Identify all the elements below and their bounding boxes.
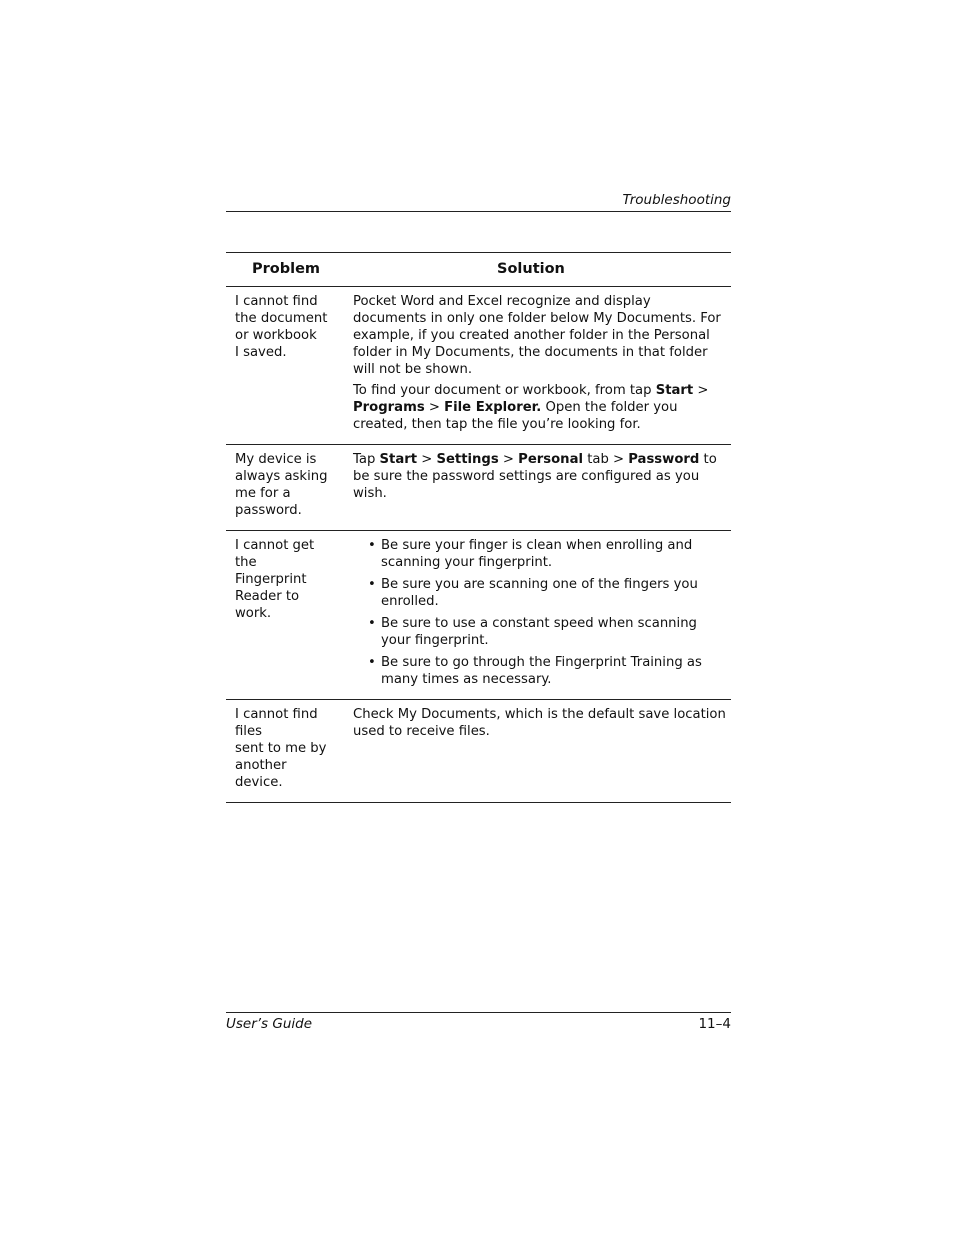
- solution-text: >: [424, 400, 445, 415]
- problem-text-line: sent to me by: [235, 741, 327, 756]
- running-header: [226, 190, 731, 212]
- page-number: 11–4: [698, 1016, 731, 1032]
- ui-term: Start: [655, 383, 694, 398]
- problem-text-line: another device.: [235, 758, 287, 790]
- solution-text: Tap: [353, 452, 380, 467]
- list-item: [353, 615, 727, 649]
- bullet-icon: •: [368, 577, 376, 592]
- bullet-icon: •: [368, 616, 376, 631]
- ui-term: Password: [628, 452, 700, 467]
- column-header-solution: Solution: [344, 253, 731, 287]
- solution-cell: [344, 531, 731, 700]
- problem-text-line: always asking: [235, 469, 328, 484]
- list-item: [353, 654, 727, 688]
- solution-text: >: [417, 452, 437, 467]
- problem-text-line: the document: [235, 311, 328, 326]
- solution-text: To find your document or workbook, from tap: [353, 383, 656, 398]
- problem-text-line: or workbook: [235, 328, 317, 343]
- bullet-text: Be sure you are scanning one of the fingers you enrolled.: [381, 577, 698, 609]
- solution-cell: [344, 445, 731, 531]
- ui-term: Personal: [518, 452, 583, 467]
- problem-text-line: I cannot find: [235, 294, 318, 309]
- ui-term: Programs: [353, 400, 425, 415]
- table-body: [226, 287, 731, 803]
- table-header-row: [226, 253, 731, 287]
- solution-paragraph: [353, 382, 727, 433]
- solution-text: to be sure the password settings are configured as you wish.: [353, 452, 717, 501]
- solution-bullet-list: [353, 537, 727, 688]
- solution-paragraph: [353, 293, 727, 378]
- problem-text-line: Reader to work.: [235, 589, 300, 621]
- problem-text-line: I cannot get the: [235, 538, 315, 570]
- problem-text-line: Fingerprint: [235, 572, 307, 587]
- table-row: [226, 445, 731, 531]
- ui-term: Settings: [436, 452, 499, 467]
- document-title: User’s Guide: [226, 1016, 313, 1032]
- bullet-text: Be sure to use a constant speed when scanning your fingerprint.: [381, 616, 697, 648]
- running-footer: [226, 1012, 731, 1034]
- problem-cell: [226, 531, 344, 700]
- solution-text: >: [693, 383, 709, 398]
- problem-cell: [226, 700, 344, 803]
- bullet-text: Be sure to go through the Fingerprint Training as many times as necessary.: [381, 655, 702, 687]
- bullet-icon: •: [368, 655, 376, 670]
- solution-paragraph: [353, 451, 727, 502]
- problem-text-line: me for a: [235, 486, 291, 501]
- list-item: [353, 576, 727, 610]
- ui-term: File Explorer.: [444, 400, 542, 415]
- bullet-icon: •: [368, 538, 376, 553]
- table-row: [226, 531, 731, 700]
- solution-text: Pocket Word and Excel recognize and display documents in only one folder below My Documents. For example, if you created another folder in the Personal folder in My Documents, the documents in that folder will not be shown.: [353, 294, 721, 377]
- problem-text-line: password.: [235, 503, 302, 518]
- solution-text: >: [498, 452, 519, 467]
- solution-cell: [344, 287, 731, 445]
- section-title: Troubleshooting: [622, 192, 731, 208]
- troubleshooting-table: [226, 252, 731, 803]
- ui-term: Start: [379, 452, 418, 467]
- table-row: [226, 700, 731, 803]
- solution-paragraph: [353, 706, 727, 740]
- bullet-text: Be sure your finger is clean when enrolling and scanning your fingerprint.: [381, 538, 693, 570]
- solution-text: Check My Documents, which is the default save location used to receive files.: [353, 707, 726, 739]
- problem-cell: [226, 445, 344, 531]
- problem-cell: [226, 287, 344, 445]
- list-item: [353, 537, 727, 571]
- troubleshooting-table-container: [226, 252, 731, 803]
- solution-text: Open the folder you created, then tap the file you’re looking for.: [353, 400, 678, 432]
- table-row: [226, 287, 731, 445]
- solution-text: tab >: [583, 452, 629, 467]
- problem-text-line: I cannot find files: [235, 707, 318, 739]
- problem-text-line: My device is: [235, 452, 317, 467]
- problem-text-line: I saved.: [235, 345, 287, 360]
- column-header-problem: Problem: [226, 253, 344, 287]
- solution-cell: [344, 700, 731, 803]
